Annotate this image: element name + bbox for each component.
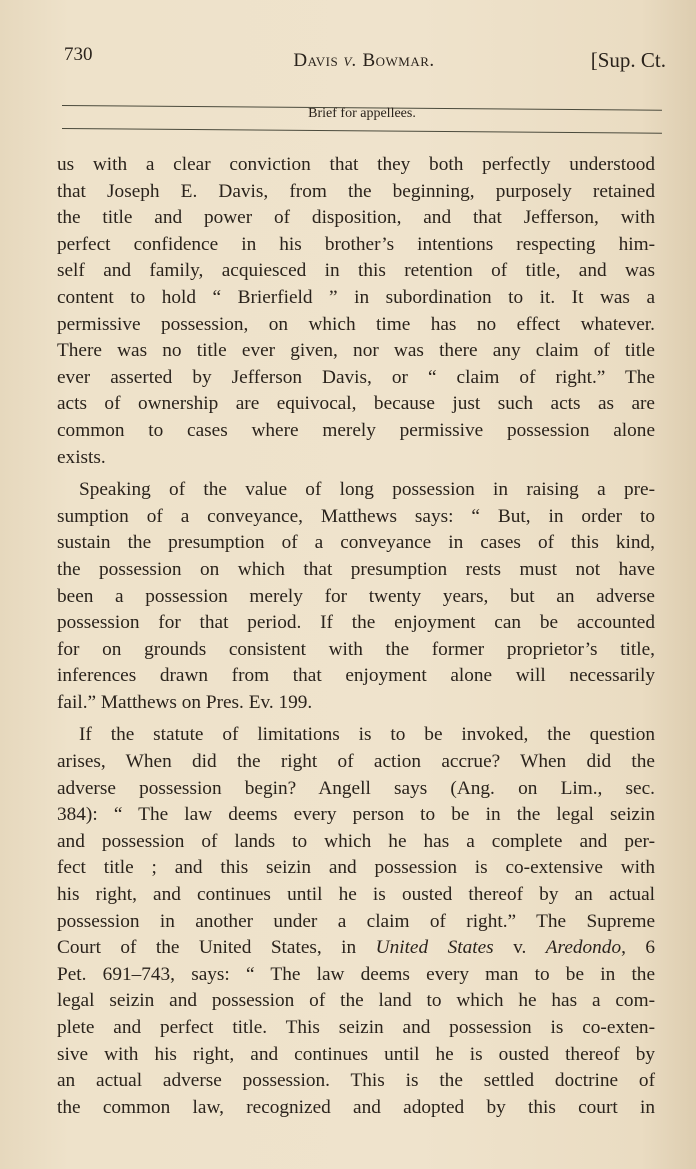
section-subheader: Brief for appellees. (308, 106, 416, 121)
text-line: exists. (57, 446, 106, 468)
text-line: sumption of a conveyance, Matthews says: “ But, in order to (57, 505, 655, 527)
text-line: self and family, acquiesced in this retention of title, and was (57, 260, 655, 282)
text-line: Pet. 691–743, says: “ The law deems every man to be in the (57, 963, 655, 985)
text-line: perfect confidence in his brother’s intentions respecting him- (57, 233, 655, 255)
text-line: plete and perfect title. This seizin and possession is co-exten- (57, 1017, 655, 1038)
case-name-united-states: United States (375, 937, 494, 959)
text-line: and possession of lands to which he has a complete and per- (57, 830, 655, 852)
court-label: [Sup. Ct. (590, 48, 666, 72)
text-line: that Joseph E. Davis, from the beginning, purposely retained (57, 180, 655, 202)
case-name-aredondo: Aredondo (545, 937, 622, 959)
text-line: permissive possession, on which time has no effect whatever. (57, 313, 655, 335)
text-line: inferences drawn from that enjoyment alone will necessarily (57, 665, 655, 687)
text-line: There was no title ever given, nor was there any claim of title (57, 340, 655, 362)
text-line: fect title ; and this seizin and possession is co-extensive with (57, 857, 655, 879)
text-line: adverse possession begin? Angell says (Ang. on Lim., sec. (57, 777, 655, 799)
citation-line (57, 935, 655, 962)
text-line: Speaking of the value of long possession in raising a pre- (79, 479, 655, 501)
case-title-defendant: Bowmar. (362, 50, 435, 71)
paragraph-2 (57, 477, 655, 716)
text-line: possession in another under a claim of right.” The Supreme (57, 910, 655, 932)
text-line: sive with his right, and continues until he is ousted thereof by (57, 1043, 655, 1065)
case-title (62, 50, 666, 72)
text-line: acts of ownership are equivocal, because just such acts as are (57, 393, 655, 415)
paragraph-1 (57, 152, 655, 471)
text-line: fail.” Matthews on Pres. Ev. 199. (57, 691, 313, 713)
header-rule-bottom (62, 128, 662, 134)
text-line: content to hold “ Brierfield ” in subordination to it. It was a (57, 286, 655, 308)
text-line: the title and power of disposition, and that Jefferson, with (57, 207, 655, 229)
text-line: the common law, recognized and adopted by this court in (57, 1096, 655, 1118)
text-line: If the statute of limitations is to be invoked, the question (79, 724, 655, 746)
case-title-plaintiff: Davis (293, 50, 339, 71)
paragraph-3 (57, 722, 655, 1121)
citation-versus: v. (493, 937, 546, 959)
running-header (62, 44, 666, 74)
text-line: for on grounds consistent with the former proprietor’s title, (57, 638, 655, 660)
text-line: the possession on which that presumption rests must not have (57, 558, 655, 580)
citation-after: , 6 (621, 937, 656, 959)
text-line: 384): “ The law deems every person to be in the legal seizin (57, 804, 655, 826)
case-title-versus: v. (343, 50, 358, 71)
text-line: legal seizin and possession of the land to which he has a com- (57, 990, 655, 1012)
text-line: sustain the presumption of a conveyance in cases of this kind, (57, 532, 655, 554)
text-line: us with a clear conviction that they both perfectly understood (57, 154, 655, 175)
text-line: been a possession merely for twenty years, but an adverse (57, 585, 655, 607)
page-number: 730 (64, 44, 93, 65)
text-line: possession for that period. If the enjoyment can be accounted (57, 612, 655, 634)
text-line: an actual adverse possession. This is the settled doctrine of (57, 1070, 655, 1092)
citation-before: Court of the United States, in (57, 937, 376, 959)
text-line: common to cases where merely permissive possession alone (57, 419, 655, 441)
text-line: his right, and continues until he is ousted thereof by an actual (57, 884, 655, 906)
text-line: ever asserted by Jefferson Davis, or “ claim of right.” The (57, 366, 655, 388)
body-text (57, 152, 655, 1121)
text-line: arises, When did the right of action accrue? When did the (57, 751, 655, 773)
